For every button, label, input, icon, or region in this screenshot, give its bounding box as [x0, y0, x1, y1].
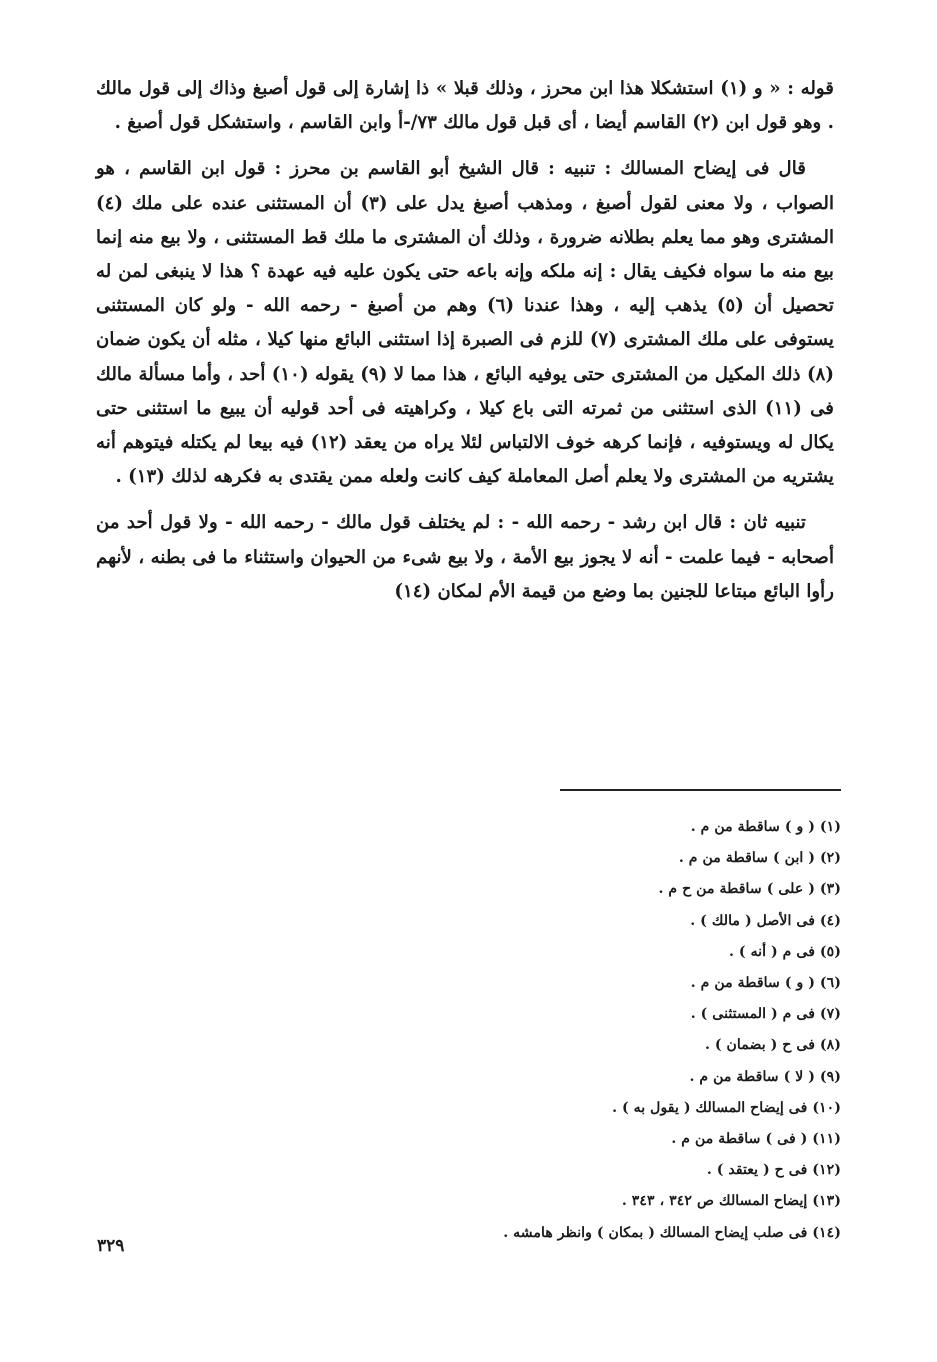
footnote-3: (٣) ( على ) ساقطة من ح م . [658, 881, 841, 898]
footnote-separator [560, 789, 841, 791]
footnote-13: (١٣) إيضاح المسالك ص ٣٤٢ ، ٣٤٣ . [621, 1193, 841, 1210]
footnote-10: (١٠) فى إيضاح المسالك ( يقول به ) . [612, 1099, 841, 1116]
paragraph-3: تنبيه ثان : قال ابن رشد - رحمه الله - : لم يختلف قول مالك - رحمه الله - ولا قول أحد من أصحابه - فيما علمت - أنه لا يجوز بيع الأمة ، ولا بيع شىء من الحيوان واستثناء ما فى بطنه ، لأنهم رأوا البائع مبتاعا للجنين بما وضع من قيمة الأم لمكان (١٤) [96, 512, 834, 602]
footnote-2: (٢) ( ابن ) ساقطة من م . [678, 850, 841, 867]
footnote-4: (٤) فى الأصل ( مالك ) . [690, 912, 841, 929]
paragraph-1: قوله : « و (١) استشكلا هذا ابن محرز ، وذلك قبلا » ذا إشارة إلى قول أصبغ وذاك إلى قول مالك . وهو قول ابن (٢) القاسم أيضا ، أى قبل قول مالك ٧٣/-أ وابن القاسم ، واستشكل قول أصبغ . [96, 78, 834, 134]
footnote-8: (٨) فى ح ( بضمان ) . [704, 1037, 841, 1054]
footnote-12: (١٢) فى ح ( يعتقد ) . [706, 1162, 841, 1179]
footnote-7: (٧) فى م ( المستثنى ) . [690, 1006, 841, 1023]
footnote-1: (١) ( و ) ساقطة من م . [690, 819, 841, 835]
footnote-5: (٥) فى م ( أنه ) . [729, 943, 841, 960]
page-number: ٣٢٩ [97, 1236, 125, 1256]
footnote-9: (٩) ( لا ) ساقطة من م . [689, 1068, 841, 1085]
paragraph-2: قال فى إيضاح المسالك : تنبيه : قال الشيخ أبو القاسم بن محرز : قول ابن القاسم ، هو الصواب ، ولا معنى لقول أصبغ ، ومذهب أصبغ يدل على (٣) أن المستثنى عنده على ملك (٤) المشترى وهو مما يعلم بطلانه ضرورة ، وذلك أن المشترى ما ملك قط المستثنى ، ولا بيع منه إنما بيع منه ما سواه فكيف يقال : إنه ملكه وإنه باعه حتى يكون عليه فيه عهدة ؟ هذا لا ينبغى لمن له تحصيل أن (٥) يذهب إليه ، وهذا عندنا (٦) وهم من أصبغ - رحمه الله - ولو كان المستثنى يستوفى على ملك المشترى (٧) للزم فى الصبرة إذا استثنى البائع منها كيلا ، مثله أن يكون ضمان (٨) ذلك المكيل من المشترى حتى يوفيه البائع ، هذا مما لا (٩) يقوله (١٠) أحد ، وأما مسألة مالك فى (١١) الذى استثنى من ثمرته التى باع كيلا ، وكراهيته فى أحد قوليه أن يبيع ما استثنى حتى يكال له ويستوفيه ، فإنما كرهه خوف الالتباس لئلا يراه من يعقد (١٢) فيه بيعا لم يكتله فيتوهم أنه يشتريه من المشترى ولا يعلم أصل المعاملة كيف كانت ولعله ممن يقتدى به فكرهه لذلك (١٣) . [96, 158, 835, 488]
main-text-body [96, 72, 834, 609]
footnote-14: (١٤) فى صلب إيضاح المسالك ( بمكان ) وانظر هامشه . [503, 1224, 841, 1241]
footnote-6: (٦) ( و ) ساقطة من م . [690, 975, 841, 992]
footnotes-list [341, 812, 841, 1249]
footnote-11: (١١) ( فى ) ساقطة من م . [671, 1131, 841, 1148]
